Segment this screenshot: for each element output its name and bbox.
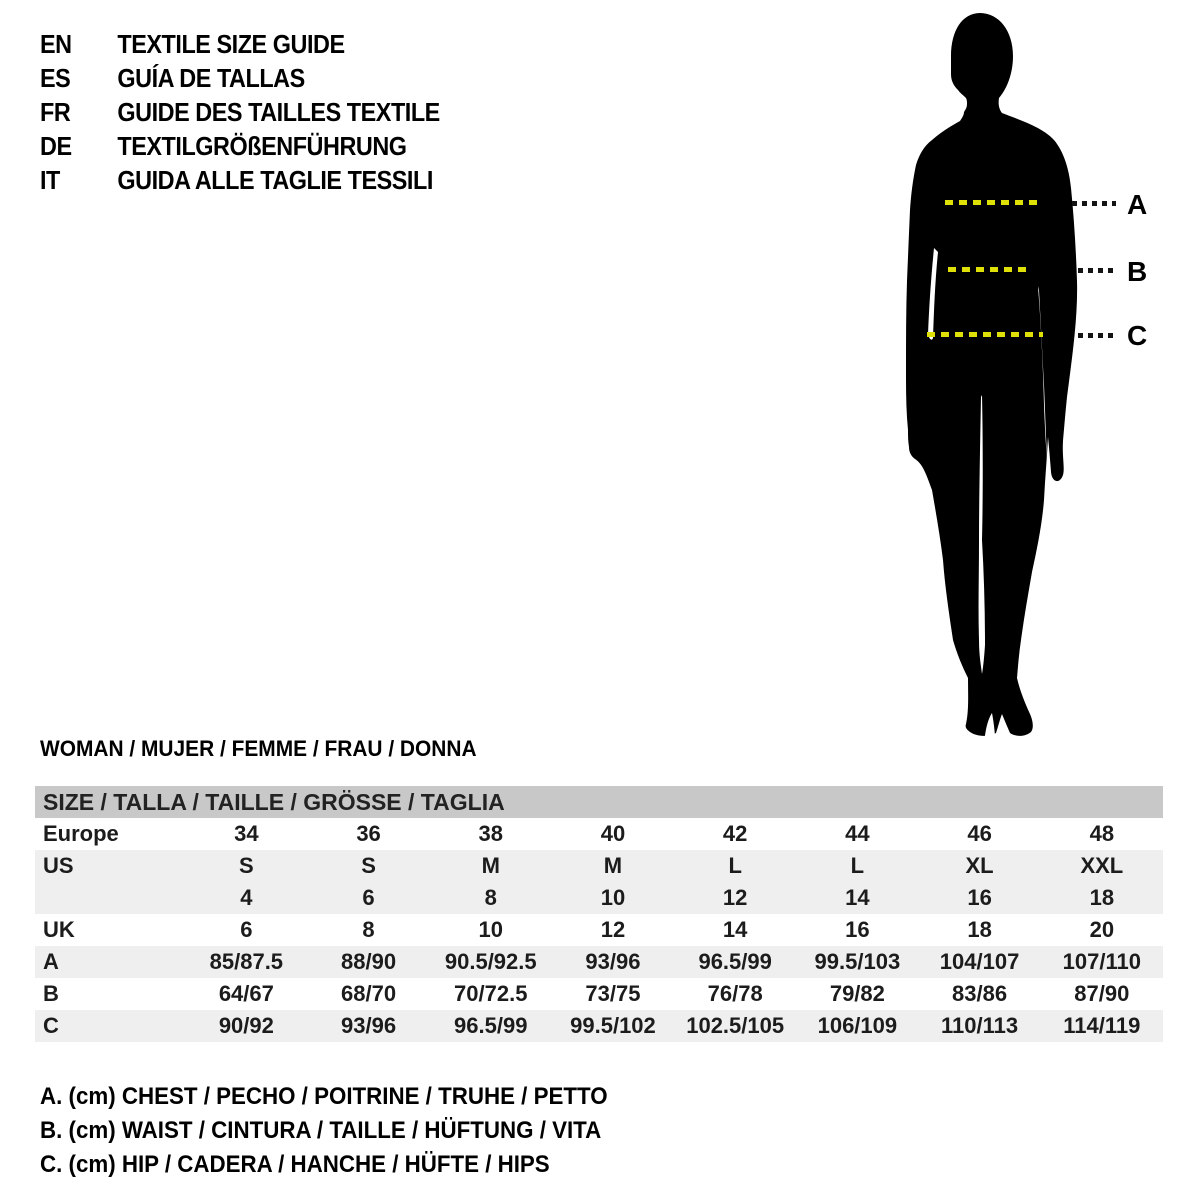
legend-item-waist: B. (cm) WAIST / CINTURA / TAILLE / HÜFTUNG / VITA: [40, 1117, 602, 1144]
size-cell: 114/119: [1041, 1010, 1163, 1042]
size-table: [35, 786, 1163, 1042]
size-cell: 102.5/105: [674, 1010, 796, 1042]
size-cell: 83/86: [952, 981, 1008, 1006]
row-label: A: [35, 946, 185, 978]
size-cell: 34: [234, 821, 259, 846]
waist-pointer-line: [1078, 268, 1118, 273]
size-cell: XL: [918, 850, 1040, 882]
size-cell: 6: [240, 917, 253, 942]
size-cell: 93/96: [307, 1010, 429, 1042]
title-text: GUIDE DES TAILLES TEXTILE: [117, 97, 440, 127]
hip-pointer-line: [1078, 333, 1116, 338]
table-row: [35, 978, 1163, 1010]
size-cell: 70/72.5: [454, 981, 528, 1006]
size-cell: 85/87.5: [185, 946, 307, 978]
title-text: GUÍA DE TALLAS: [117, 63, 305, 93]
table-row: [35, 946, 1163, 978]
row-label: [35, 882, 185, 914]
row-label: Europe: [43, 821, 119, 846]
size-cell: 68/70: [341, 981, 397, 1006]
size-cell: 36: [356, 821, 381, 846]
size-cell: 90.5/92.5: [430, 946, 552, 978]
size-table-body: [35, 786, 1163, 1042]
size-cell: 38: [478, 821, 503, 846]
size-cell: 90/92: [185, 1010, 307, 1042]
size-table-header: SIZE / TALLA / TAILLE / GRÖSSE / TAGLIA: [35, 786, 1163, 818]
size-cell: 8: [430, 882, 552, 914]
size-cell: S: [185, 850, 307, 882]
size-cell: 16: [845, 917, 870, 942]
language-code: DE: [40, 131, 72, 161]
hip-marker-label: C: [1127, 320, 1148, 351]
language-code: FR: [40, 97, 71, 127]
size-cell: 4: [185, 882, 307, 914]
size-cell: M: [430, 850, 552, 882]
size-cell: 87/90: [1074, 981, 1130, 1006]
size-cell: 6: [307, 882, 429, 914]
size-cell: 14: [722, 917, 748, 942]
language-code: EN: [40, 29, 72, 59]
size-cell: 88/90: [307, 946, 429, 978]
size-cell: L: [674, 850, 796, 882]
size-table-header-row: [35, 786, 1163, 818]
size-cell: 99.5/103: [796, 946, 918, 978]
size-cell: 106/109: [796, 1010, 918, 1042]
gender-section-label: WOMAN / MUJER / FEMME / FRAU / DONNA: [40, 736, 477, 761]
size-cell: 10: [478, 917, 503, 942]
size-cell: 107/110: [1041, 946, 1163, 978]
chest-pointer-line: [1072, 201, 1116, 206]
chest-measure-line: [945, 200, 1040, 205]
size-cell: 110/113: [918, 1010, 1040, 1042]
size-cell: 42: [722, 821, 748, 846]
size-cell: 46: [967, 821, 992, 846]
waist-measure-line: [948, 267, 1032, 272]
table-row: [35, 818, 1163, 850]
size-cell: 8: [362, 917, 375, 942]
size-cell: 18: [967, 917, 992, 942]
size-cell: 99.5/102: [552, 1010, 674, 1042]
size-cell: 96.5/99: [430, 1010, 552, 1042]
legend-item-chest: A. (cm) CHEST / PECHO / POITRINE / TRUHE / PETTO: [40, 1083, 608, 1110]
size-cell: 44: [845, 821, 870, 846]
legend-item-hip: C. (cm) HIP / CADERA / HANCHE / HÜFTE / HIPS: [40, 1151, 550, 1178]
size-cell: 79/82: [829, 981, 885, 1006]
hip-measure-line: [927, 332, 1043, 337]
size-cell: 18: [1041, 882, 1163, 914]
size-cell: 48: [1089, 821, 1115, 846]
size-cell: 20: [1089, 917, 1115, 942]
table-row: [35, 1010, 1163, 1042]
size-cell: 14: [796, 882, 918, 914]
title-text: TEXTILGRÖßENFÜHRUNG: [117, 131, 407, 161]
size-cell: 104/107: [918, 946, 1040, 978]
measurement-legend: [40, 1080, 608, 1182]
size-cell: 40: [600, 821, 626, 846]
size-cell: 16: [918, 882, 1040, 914]
language-code: ES: [40, 63, 71, 93]
size-cell: S: [307, 850, 429, 882]
title-text: GUIDA ALLE TAGLIE TESSILI: [117, 165, 433, 195]
size-cell: M: [552, 850, 674, 882]
size-cell: 93/96: [552, 946, 674, 978]
size-cell: 12: [674, 882, 796, 914]
size-cell: L: [796, 850, 918, 882]
size-cell: 64/67: [218, 981, 274, 1006]
table-row: [35, 850, 1163, 882]
table-row: [35, 914, 1163, 946]
silhouette-body: [906, 13, 1077, 736]
size-cell: XXL: [1041, 850, 1163, 882]
chest-marker-label: A: [1127, 189, 1148, 220]
waist-marker-label: B: [1127, 256, 1148, 287]
woman-silhouette-icon: [872, 0, 1092, 760]
row-label: US: [35, 850, 185, 882]
size-cell: 96.5/99: [674, 946, 796, 978]
size-cell: 12: [600, 917, 626, 942]
row-label: UK: [43, 917, 75, 942]
size-cell: 76/78: [707, 981, 763, 1006]
size-cell: 10: [552, 882, 674, 914]
row-label: B: [43, 981, 59, 1006]
size-cell: 73/75: [585, 981, 641, 1006]
language-code: IT: [40, 165, 60, 195]
title-text: TEXTILE SIZE GUIDE: [117, 29, 345, 59]
row-label: C: [35, 1010, 185, 1042]
table-row: [35, 882, 1163, 914]
